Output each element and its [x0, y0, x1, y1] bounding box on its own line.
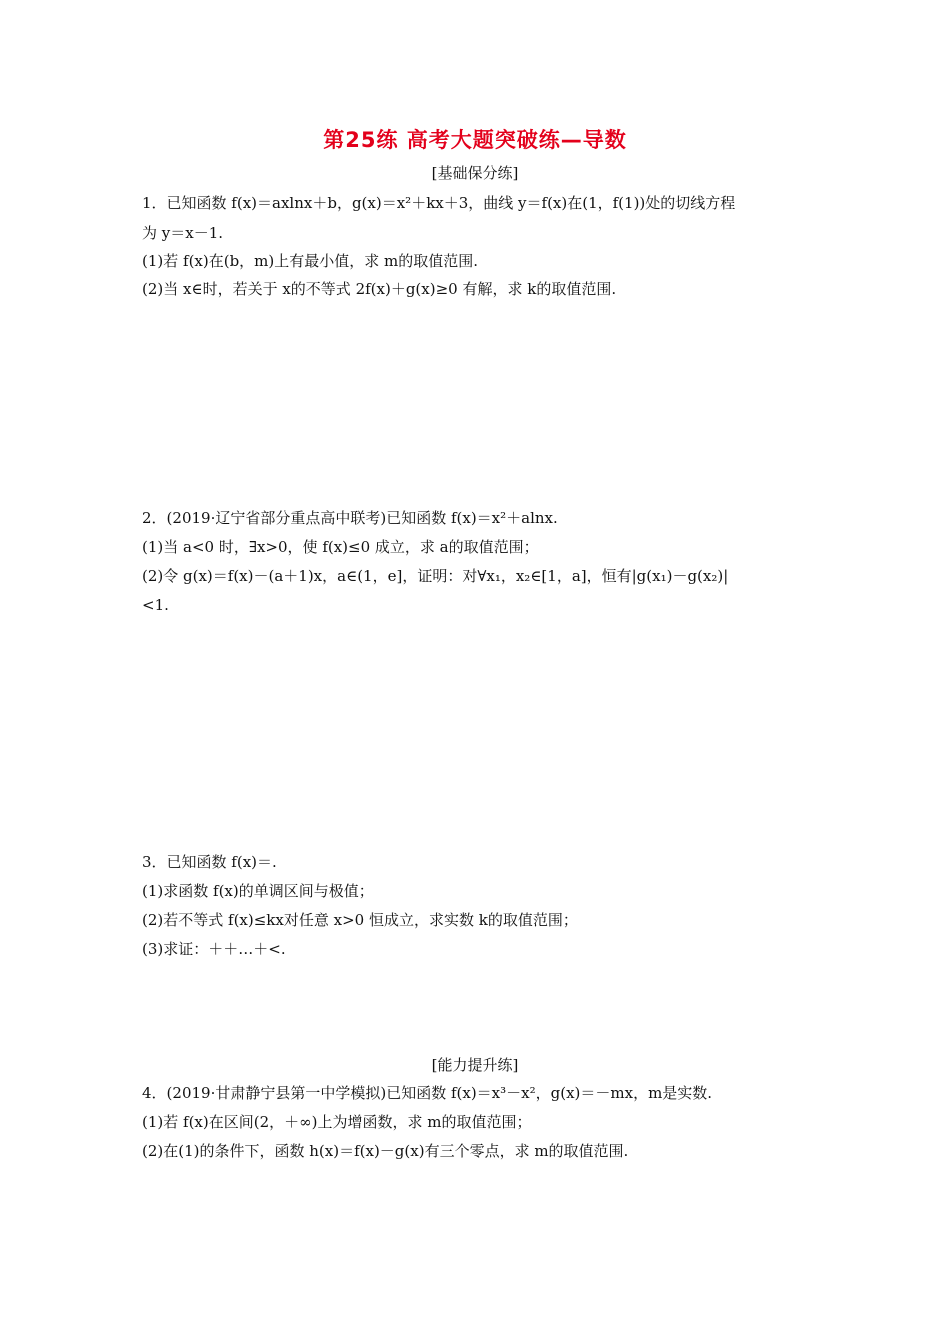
question-1-part-2: (2)当 x∈时，若关于 x的不等式 2f(x)＋g(x)≥0 有解，求 k的取值范围.	[142, 280, 617, 298]
section-heading-advanced: [能力提升练]	[431, 1056, 519, 1074]
question-2-part-2: (2)令 g(x)＝f(x)－(a＋1)x，a∈(1，e]，证明：对∀x₁，x₂∈[1，a]，恒有|g(x₁)－g(x₂)|	[142, 567, 729, 585]
question-3-part-1: (1)求函数 f(x)的单调区间与极值；	[142, 882, 374, 900]
section-heading-basic: [基础保分练]	[431, 164, 519, 182]
question-2-part-2-cont: <1.	[142, 596, 169, 614]
question-1-stem: 1．已知函数 f(x)＝axlnx＋b，g(x)＝x²＋kx＋3，曲线 y＝f(x)在(1，f(1))处的切线方程	[142, 194, 736, 212]
page-title: 第25练 高考大题突破练—导数	[323, 128, 627, 152]
question-1-part-1: (1)若 f(x)在(b，m)上有最小值，求 m的取值范围.	[142, 252, 479, 270]
question-3-stem: 3．已知函数 f(x)＝.	[142, 853, 277, 871]
question-4-part-1: (1)若 f(x)在区间(2，＋∞)上为增函数，求 m的取值范围；	[142, 1113, 532, 1131]
question-2-part-1: (1)当 a<0 时，∃x>0，使 f(x)≤0 成立，求 a的取值范围；	[142, 538, 539, 556]
question-4-stem: 4．(2019·甘肃静宁县第一中学模拟)已知函数 f(x)＝x³－x²，g(x)＝－mx，m是实数.	[142, 1084, 713, 1102]
question-2-stem: 2．(2019·辽宁省部分重点高中联考)已知函数 f(x)＝x²＋alnx.	[142, 509, 558, 527]
question-4-part-2: (2)在(1)的条件下，函数 h(x)＝f(x)－g(x)有三个零点，求 m的取值范围.	[142, 1142, 629, 1160]
question-1-stem-cont: 为 y＝x－1.	[142, 224, 224, 242]
question-3-part-3: (3)求证：＋＋…＋<.	[142, 940, 286, 958]
question-3-part-2: (2)若不等式 f(x)≤kx对任意 x>0 恒成立，求实数 k的取值范围；	[142, 911, 578, 929]
